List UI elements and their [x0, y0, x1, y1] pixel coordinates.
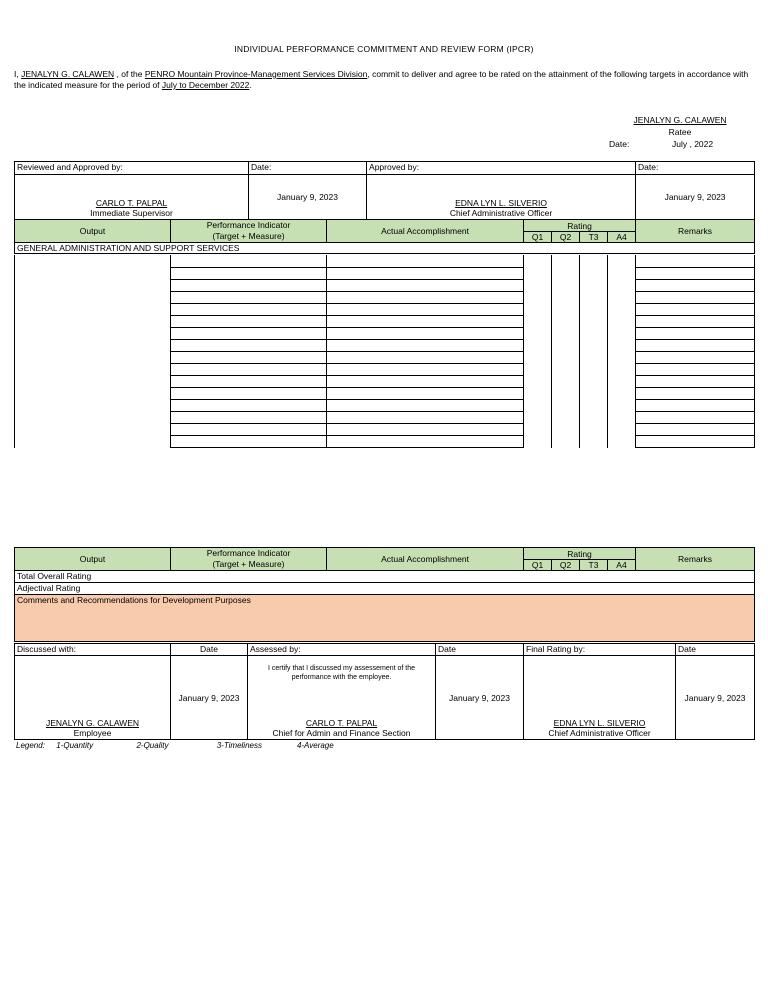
header-q1: Q1: [524, 232, 552, 243]
final-rating-label: Final Rating by:: [524, 644, 676, 656]
certify-text: I certify that I discussed my assessement of the performance with the employee.: [267, 665, 416, 681]
section-title: GENERAL ADMINISTRATION AND SUPPORT SERVICES: [15, 243, 755, 254]
intro-office: PENRO Mountain Province-Management Services Division: [144, 69, 368, 79]
ratee-role: Ratee: [668, 127, 692, 137]
officer-signature: [367, 175, 636, 220]
summary-header-a4: A4: [608, 560, 636, 571]
final-date: January 9, 2023: [676, 656, 755, 740]
summary-header-t3: T3: [580, 560, 608, 571]
legend: [16, 741, 334, 750]
employee-role: Employee: [73, 728, 112, 738]
intro-text-1: , of the: [114, 69, 145, 79]
discussed-date-label: Date: [171, 644, 248, 656]
final-rater-signature: [524, 656, 676, 740]
header-rating: Rating: [524, 220, 636, 232]
intro-statement: [14, 69, 758, 91]
final-rater-role: Chief Administrative Officer: [548, 728, 651, 738]
supervisor-signature: [15, 175, 249, 220]
header-output: Output: [15, 220, 171, 243]
header-indicator-line2: (Target + Measure): [212, 231, 285, 241]
summary-header-indicator: [171, 548, 327, 571]
legend-label: Legend:: [16, 741, 45, 750]
summary-header-q1: Q1: [524, 560, 552, 571]
intro-suffix: .: [249, 80, 252, 90]
header-indicator: [171, 220, 327, 243]
header-indicator-line1: Performance Indicator: [206, 220, 291, 230]
employee-signature: [15, 656, 171, 740]
supervisor-name: CARLO T. PALPAL: [95, 198, 168, 208]
summary-header-remarks: Remarks: [636, 548, 755, 571]
intro-employee-name: JENALYN G. CALAWEN: [21, 69, 115, 79]
summary-header-indicator-line1: Performance Indicator: [206, 548, 291, 558]
employee-date: January 9, 2023: [171, 656, 248, 740]
summary-header-indicator-line2: (Target + Measure): [212, 559, 285, 569]
total-overall-rating: Total Overall Rating: [15, 571, 755, 583]
approved-date-label: Date:: [636, 162, 755, 175]
supervisor-date: January 9, 2023: [249, 175, 367, 220]
officer-date: January 9, 2023: [636, 175, 755, 220]
reviewed-date-label: Date:: [249, 162, 367, 175]
intro-text-2: , commit to deliver and agree to be rated on the attainment of the following targets in accordance with the indicated measure for the period of: [14, 69, 749, 90]
assessor-name: CARLO T. PALPAL: [305, 718, 378, 728]
assessor-date: January 9, 2023: [436, 656, 524, 740]
comments-recommendations: Comments and Recommendations for Development Purposes: [15, 595, 755, 642]
rating-grid: [14, 255, 756, 448]
summary-header-output: Output: [15, 548, 171, 571]
adjectival-rating: Adjectival Rating: [15, 583, 755, 595]
header-accomplishment: Actual Accomplishment: [327, 220, 524, 243]
legend-item: 2-Quality: [136, 741, 169, 750]
rating-grid-lines: [14, 255, 756, 448]
summary-table: [14, 547, 755, 642]
employee-name: JENALYN G. CALAWEN: [45, 718, 140, 728]
final-date-label: Date: [676, 644, 755, 656]
summary-header-rating: Rating: [524, 548, 636, 560]
ratee-name: JENALYN G. CALAWEN: [633, 115, 727, 125]
intro-prefix: I,: [14, 69, 22, 79]
header-a4: A4: [608, 232, 636, 243]
ratee-date-value: July , 2022: [672, 139, 714, 149]
ratee-date-label: Date:: [609, 139, 630, 149]
header-remarks: Remarks: [636, 220, 755, 243]
header-t3: T3: [580, 232, 608, 243]
assessed-date-label: Date: [436, 644, 524, 656]
final-rater-name: EDNA LYN L. SILVERIO: [553, 718, 646, 728]
summary-header-accomplishment: Actual Accomplishment: [327, 548, 524, 571]
legend-item: 3-Timeliness: [216, 741, 262, 750]
officer-role: Chief Administrative Officer: [449, 208, 553, 218]
assessed-label: Assessed by:: [248, 644, 436, 656]
discussed-label: Discussed with:: [15, 644, 171, 656]
header-q2: Q2: [552, 232, 580, 243]
supervisor-role: Immediate Supervisor: [90, 208, 173, 218]
summary-header-q2: Q2: [552, 560, 580, 571]
form-title: INDIVIDUAL PERFORMANCE COMMITMENT AND REVIEW FORM (IPCR): [234, 44, 534, 54]
legend-item: 1-Quantity: [56, 741, 94, 750]
final-rating-table: [14, 643, 755, 740]
officer-name: EDNA LYN L. SILVERIO: [455, 198, 547, 208]
reviewed-label: Reviewed and Approved by:: [15, 162, 249, 175]
assessor-role: Chief for Admin and Finance Section: [272, 728, 411, 738]
approved-label: Approved by:: [367, 162, 636, 175]
legend-item: 4-Average: [296, 741, 334, 750]
intro-period: July to December 2022: [161, 80, 250, 90]
assessor-signature: [248, 656, 436, 740]
commitment-table: [14, 161, 755, 254]
